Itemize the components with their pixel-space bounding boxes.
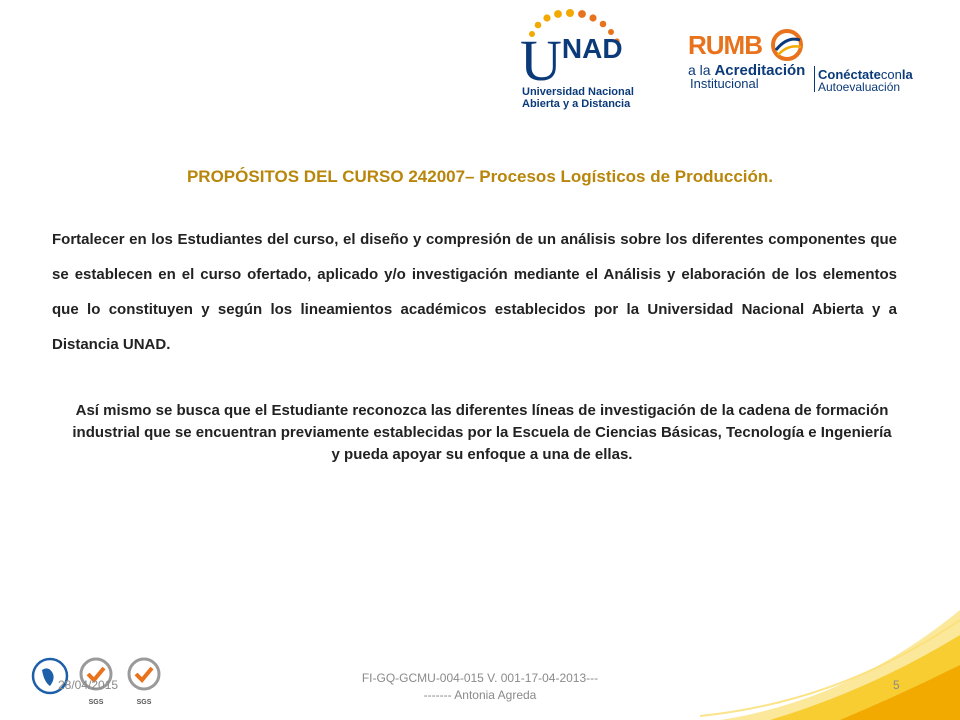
sgs-seal-icon [124, 656, 164, 706]
rumbo-swirl-icon [770, 28, 804, 62]
footer-swoosh-decoration [700, 590, 960, 720]
rumbo-right-end: la [901, 67, 913, 82]
unad-name-line2: Abierta y a Distancia [522, 98, 631, 110]
sgs-label: SGS [136, 699, 152, 706]
unad-letters-nad: NAD [561, 33, 623, 64]
rumbo-line2: Institucional [690, 76, 759, 91]
paragraph-purpose: Fortalecer en los Estudiantes del curso, el diseño y compresión de un análisis sobre los diferentes componentes que se establecen en el curso ofertado, aplicado y/o investigación mediante el Análisis y elaboración de los elementos que lo constituyen y según los lineamientos académicos establecidos por la Universidad Nacional Abierta y a Distancia UNAD. [52, 231, 897, 353]
rumbo-line1-bold: Acreditación [714, 62, 806, 79]
unad-name-line1: Universidad Nacional [522, 86, 634, 98]
page-title: PROPÓSITOS DEL CURSO 242007– Procesos Logísticos de Producción. [186, 167, 774, 186]
footer-doc-line2: ------- Antonia Agreda [423, 688, 537, 702]
unad-logo [514, 8, 654, 112]
unad-university-name [522, 86, 634, 110]
unad-letter-u: U [520, 28, 560, 93]
paragraph-research-lines: Así mismo se busca que el Estudiante reconozca las diferentes líneas de investigación de la cadena de formación industrial que se encuentran previamente establecidas por la Escuela de Ciencias Básicas, Tecnología e Ingeniería y pueda apoyar su enfoque a una de ellas. [72, 402, 892, 463]
rumbo-right-line2: Autoevaluación [818, 80, 901, 94]
rumbo-line1-prefix: a la [688, 62, 715, 78]
rumbo-word: RUMB [688, 30, 762, 60]
rumbo-acreditacion-logo [688, 32, 928, 102]
sgs-check-icon [124, 656, 164, 694]
rumbo-right-mid: con [880, 67, 902, 82]
footer-date: 28/04/2015 [58, 678, 119, 692]
footer-doc-line1: FI-GQ-GCMU-004-015 V. 001-17-04-2013--- [361, 671, 599, 685]
sgs-label: SGS [88, 699, 104, 706]
rumbo-divider [814, 66, 815, 92]
rumbo-right-bold: Conéctate [818, 67, 881, 82]
page-number: 5 [893, 678, 900, 692]
footer-document-code [300, 670, 660, 704]
